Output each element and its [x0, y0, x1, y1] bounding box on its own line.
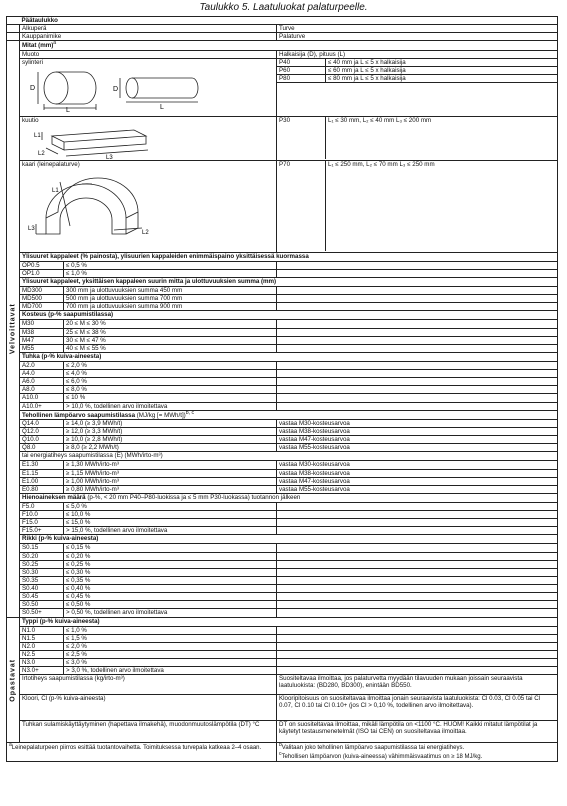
class-value: ≤ 3,0 % [64, 659, 277, 667]
table-row [7, 535, 558, 544]
table-row [7, 287, 558, 295]
class-code: S0.15 [20, 544, 64, 552]
class-code: N2.5 [20, 650, 64, 658]
class-code: P70 [277, 161, 326, 251]
class-value: ≤ 15,0 % [64, 519, 277, 527]
blank-cell [277, 642, 558, 650]
class-value: ≤ 1,0 % [64, 269, 277, 277]
main-table-title: Päätaulukko [20, 17, 558, 25]
l2-label: L2 [38, 150, 45, 157]
table-row [7, 568, 558, 576]
class-value: 25 ≤ M ≤ 38 % [64, 328, 277, 336]
class-code: OP1.0 [20, 269, 64, 277]
bulk-density-text: Suositeltavaa ilmoittaa, jos palaturvetta myydään tilavuuden mukaan joissain seuraavista laatuluokista: (BD280, BD300), enintään BD550. [277, 675, 558, 695]
calorific-unit: (MJ/kg [= MWh/t]) [135, 411, 186, 419]
l3-label: L3 [106, 154, 113, 161]
sulfur-title-text: Rikki (p-% kuiva-aineesta) [22, 535, 99, 543]
class-code: N2.0 [20, 642, 64, 650]
class-code: P60 [277, 66, 326, 74]
class-desc: L₁ ≤ 30 mm, L₂ ≤ 40 mm L₃ ≤ 200 mm [328, 116, 432, 124]
class-code: P40 [277, 59, 326, 67]
class-value: ≤ 0,40 % [64, 585, 277, 593]
class-value: ≥ 0,80 MWh/irto-m³ [64, 485, 277, 493]
ash-title-text: Tuhka (p-% kuiva-aineesta) [22, 352, 102, 360]
class-value: ≥ 10,0 (≥ 2,8 MWh/t) [64, 436, 277, 444]
footnote-ref-bc: b, c [185, 409, 195, 416]
class-value: 500 mm ja ulottuvuuksien summa 700 mm [64, 295, 277, 303]
class-note: vastaa M55-kosteusarvoa [277, 444, 558, 452]
class-value: ≤ 0,20 % [64, 552, 277, 560]
table-row [7, 695, 558, 721]
table-row [7, 378, 558, 386]
class-code: S0.35 [20, 576, 64, 584]
table-row [7, 527, 558, 535]
class-value: 700 mm ja ulottuvuuksien summa 900 mm [64, 303, 277, 311]
table-row [277, 59, 557, 67]
table-row [7, 295, 558, 303]
class-value: ≤ 1,5 % [64, 634, 277, 642]
class-note: vastaa M38-kosteusarvoa [277, 428, 558, 436]
origin-label: Alkuperä [20, 25, 277, 33]
table-row [7, 485, 558, 493]
blank-cell [277, 576, 558, 584]
class-code: A4.0 [20, 370, 64, 378]
energy-title [20, 452, 558, 461]
class-code: Q12.0 [20, 428, 64, 436]
blank-cell [277, 328, 558, 336]
l-label: L [66, 106, 70, 114]
table-row [7, 320, 558, 328]
class-value: ≥ 1,15 MWh/irto-m³ [64, 469, 277, 477]
class-code: Q10.0 [20, 436, 64, 444]
blank-cell [7, 17, 20, 25]
class-value: > 10,0 %, todellinen arvo ilmoitettava [64, 402, 277, 410]
table-row [7, 116, 558, 160]
class-code: M47 [20, 336, 64, 344]
class-code: MD700 [20, 303, 64, 311]
table-row [7, 303, 558, 311]
class-code: M38 [20, 328, 64, 336]
class-code: N1.5 [20, 634, 64, 642]
class-code: A2.0 [20, 361, 64, 369]
class-code: F15.0+ [20, 527, 64, 535]
class-code: E0.80 [20, 485, 64, 493]
table-row [7, 721, 558, 743]
table-row [7, 519, 558, 527]
blank-cell [277, 511, 558, 519]
table-row [7, 469, 558, 477]
class-code: E1.30 [20, 461, 64, 469]
class-code: F15.0 [20, 519, 64, 527]
class-desc: ≤ 60 mm ja L ≤ 5 x halkaisija [326, 66, 558, 74]
class-value: ≤ 6,0 % [64, 378, 277, 386]
arch-class [277, 160, 558, 252]
class-value: 20 ≤ M ≤ 30 % [64, 320, 277, 328]
class-code: A6.0 [20, 378, 64, 386]
cylinder-label: sylinteri [22, 58, 43, 66]
blank-cell [277, 261, 558, 269]
cube-label: kuutio [22, 116, 39, 124]
blank-cell [277, 544, 558, 552]
class-code: F5.0 [20, 502, 64, 510]
class-value: ≤ 2,5 % [64, 650, 277, 658]
class-desc: ≤ 80 mm ja L ≤ 5 x halkaisija [326, 74, 558, 82]
mandatory-side-label: Velvoittavat [7, 41, 20, 617]
table-row [7, 41, 558, 50]
origin-value: Turve [277, 25, 558, 33]
cube-class [277, 116, 558, 160]
class-code: S0.20 [20, 552, 64, 560]
table-row [7, 601, 558, 609]
class-value: ≤ 10,0 % [64, 511, 277, 519]
l-label-2: L [160, 103, 164, 111]
blank-cell [277, 519, 558, 527]
table-row [7, 511, 558, 519]
table-row [7, 544, 558, 552]
blank-cell [277, 502, 558, 510]
class-value: ≥ 1,00 MWh/irto-m³ [64, 477, 277, 485]
class-note: vastaa M30-kosteusarvoa [277, 419, 558, 427]
footnote-mark-b: b [279, 742, 282, 749]
ash-title [20, 352, 558, 361]
class-code: E1.15 [20, 469, 64, 477]
class-value: ≤ 0,45 % [64, 593, 277, 601]
table-row [7, 419, 558, 427]
table-row [7, 609, 558, 617]
class-value: ≤ 10 % [64, 394, 277, 402]
moisture-title [20, 311, 558, 320]
blank-cell [277, 295, 558, 303]
table-row [7, 160, 558, 252]
blank-cell [277, 568, 558, 576]
class-value: ≤ 0,5 % [64, 261, 277, 269]
blank-cell [277, 659, 558, 667]
class-code: N3.0+ [20, 667, 64, 675]
blank-cell [277, 361, 558, 369]
class-code: N1.0 [20, 626, 64, 634]
class-value: > 0,50 %, todellinen arvo ilmoitettava [64, 609, 277, 617]
table-row [7, 394, 558, 402]
class-code: A10.0 [20, 394, 64, 402]
table-row [7, 650, 558, 658]
table-row [7, 311, 558, 320]
md-title-text: Ylisuuret kappaleet, yksittäisen kappaleen suurin mitta ja ulottuvuuksien summa (mm) [22, 278, 277, 286]
table-row [7, 278, 558, 287]
table-row [7, 617, 558, 626]
ash-melting-text: DT on suositeltavaa ilmoittaa, mikäli lämpötila on <1100 °C. HUOM! Kaikki mitatut lämpötilat ja käytetyt testausmenetelmät (ISO tai CEN) on suositeltavaa ilmoittaa. [277, 721, 558, 743]
moisture-title-text: Kosteus (p-% saapumistilassa) [22, 311, 114, 319]
table-row [7, 252, 558, 261]
chlorine-label: Kloori, Cl (p-% kuiva-aineesta) [20, 695, 277, 721]
blank-cell [277, 336, 558, 344]
footnote-ref-a: a [53, 40, 57, 47]
blank-cell [277, 370, 558, 378]
table-row [277, 117, 557, 159]
table-row [7, 493, 558, 502]
table-row [7, 17, 558, 25]
table-row [7, 585, 558, 593]
blank-cell [277, 609, 558, 617]
footnote-text-b: Valitaan joko tehollinen lämpöarvo saapumistilassa tai energiatiheys. [281, 745, 465, 752]
oversize-title-text: Ylisuuret kappaleet (% painosta), ylisuurien kappaleiden enimmäispaino yksittäisessä kuormassa [22, 252, 309, 260]
cube-figure [22, 124, 222, 160]
table-row [7, 328, 558, 336]
d-label: D [30, 84, 36, 92]
class-note: vastaa M47-kosteusarvoa [277, 477, 558, 485]
table-row [7, 634, 558, 642]
blank-cell [277, 626, 558, 634]
table-row [7, 352, 558, 361]
blank-cell [277, 585, 558, 593]
class-value: > 15,0 %, todellinen arvo ilmoitettava [64, 527, 277, 535]
l1-label: L1 [34, 132, 41, 139]
table-row [7, 502, 558, 510]
class-code: M30 [20, 320, 64, 328]
table-row [7, 370, 558, 378]
table-row [7, 576, 558, 584]
class-value: > 3,0 %, todellinen arvo ilmoitettava [64, 667, 277, 675]
blank-cell [277, 634, 558, 642]
blank-cell [277, 402, 558, 410]
table-row [277, 161, 557, 251]
blank-cell [277, 601, 558, 609]
arch-label: kaari (leinepalaturve) [22, 160, 80, 168]
class-value: ≤ 2,0 % [64, 642, 277, 650]
arch-figure [22, 168, 222, 244]
blank-cell [277, 560, 558, 568]
footnote-mark-a: a [9, 742, 12, 749]
blank-cell [277, 593, 558, 601]
dimensions-title-text: Mitat (mm) [22, 42, 54, 50]
trade-name-value: Palaturve [277, 33, 558, 41]
class-value: ≤ 5,0 % [64, 502, 277, 510]
l3-label: L3 [28, 225, 35, 232]
quality-table [6, 16, 558, 762]
class-value: ≤ 8,0 % [64, 386, 277, 394]
class-desc: L₁ ≤ 250 mm, L₂ ≤ 70 mm L₃ ≤ 250 mm [328, 160, 435, 168]
sulfur-title [20, 535, 558, 544]
arch-cell [20, 160, 277, 252]
blank-cell [277, 394, 558, 402]
class-value: ≥ 8,0 (≥ 2,2 MWh/t) [64, 444, 277, 452]
value-column-header: Halkaisija (D), pituus (L) [277, 50, 558, 58]
md-title [20, 278, 558, 287]
calorific-title [20, 410, 558, 419]
shape-column-header: Muoto [20, 50, 277, 58]
cylinder-cell [20, 58, 277, 116]
table-row [7, 552, 558, 560]
class-desc: ≤ 40 mm ja L ≤ 5 x halkaisija [326, 59, 558, 67]
class-value: ≥ 1,30 MWh/irto-m³ [64, 461, 277, 469]
class-code: S0.45 [20, 593, 64, 601]
table-row [7, 261, 558, 269]
blank-cell [277, 287, 558, 295]
table-row [7, 642, 558, 650]
fines-title [20, 493, 558, 502]
l1-label: L1 [52, 187, 59, 194]
cube-class-list [277, 117, 557, 159]
footnote-bc [277, 743, 558, 762]
table-row [7, 344, 558, 352]
table-row [7, 410, 558, 419]
class-code: P30 [277, 117, 326, 159]
blank-cell [277, 386, 558, 394]
blank-cell [277, 527, 558, 535]
blank-cell [7, 33, 20, 41]
class-code: N3.0 [20, 659, 64, 667]
chlorine-text: Klooripitoisuus on suositeltavaa ilmoittaa jonain seuraavista laatuluokista: Cl 0.03, Cl 0.05 tai Cl 0.07, Cl 0.10 tai Cl 0.10+ (jos Cl > 0,10 %, todellinen arvo ilmoitettava). [277, 695, 558, 721]
cylinder-class-list [277, 59, 557, 83]
blank-cell [277, 552, 558, 560]
class-code: S0.50 [20, 601, 64, 609]
blank-cell [277, 303, 558, 311]
dimensions-title [20, 41, 558, 50]
table-caption: Taulukko 5. Laatuluokat palaturpeelle. [199, 2, 368, 13]
blank-cell [7, 25, 20, 33]
class-code: A8.0 [20, 386, 64, 394]
table-row [7, 659, 558, 667]
table-row [7, 25, 558, 33]
table-row [7, 477, 558, 485]
energy-title-text: tai energiatiheys saapumistilassa (E) (MWh/irto-m³) [22, 452, 163, 460]
cylinder-classes [277, 58, 558, 116]
table-row [7, 675, 558, 695]
informative-side-label: Opastavat [7, 617, 20, 743]
class-value: ≤ 0,15 % [64, 544, 277, 552]
fines-title-text: Hienoaineksen määrä [22, 493, 86, 501]
class-code: S0.30 [20, 568, 64, 576]
nitrogen-title [20, 617, 558, 626]
table-row [7, 336, 558, 344]
footnote-text-c: Tehollisen lämpöarvon (kuiva-aineessa) vähimmäisvaatimus on ≥ 18 MJ/kg. [281, 754, 483, 761]
nitrogen-title-text: Typpi (p-% kuiva-aineesta) [22, 617, 100, 625]
class-code: E1.00 [20, 477, 64, 485]
class-note: vastaa M30-kosteusarvoa [277, 461, 558, 469]
table-row [7, 428, 558, 436]
class-code: Q8.0 [20, 444, 64, 452]
class-value: ≤ 1,0 % [64, 626, 277, 634]
class-note: vastaa M47-kosteusarvoa [277, 436, 558, 444]
footnote-row [7, 743, 558, 762]
blank-cell [277, 650, 558, 658]
table-row [7, 461, 558, 469]
class-code: S0.25 [20, 560, 64, 568]
trade-name-label: Kauppanimike [20, 33, 277, 41]
class-value: ≤ 0,30 % [64, 568, 277, 576]
class-value: ≤ 2,0 % [64, 361, 277, 369]
class-value: 40 ≤ M ≤ 55 % [64, 344, 277, 352]
table-row [7, 361, 558, 369]
arch-class-list [277, 161, 557, 251]
class-value: ≥ 12,0 (≥ 3,3 MWh/t) [64, 428, 277, 436]
class-code: MD500 [20, 295, 64, 303]
bulk-density-label: Irtotiheys saapumistilassa (kg/irto-m³) [20, 675, 277, 695]
blank-cell [277, 378, 558, 386]
class-note: vastaa M38-kosteusarvoa [277, 469, 558, 477]
table-row [7, 58, 558, 116]
ash-melting-label: Tuhkan sulamiskäyttäytyminen (hapettava ilmakehä), muodonmuutoslämpötila (DT) °C [20, 721, 277, 743]
calorific-title-text: Tehollinen lämpöarvo saapumistilassa [22, 411, 136, 419]
table-row [7, 33, 558, 41]
oversize-title [20, 252, 558, 261]
table-row [7, 386, 558, 394]
d-label-2: D [113, 85, 119, 93]
class-code: M55 [20, 344, 64, 352]
table-row [7, 402, 558, 410]
cube-cell [20, 116, 277, 160]
table-row [7, 269, 558, 277]
blank-cell [277, 344, 558, 352]
class-value: ≤ 4,0 % [64, 370, 277, 378]
class-code: Q14.0 [20, 419, 64, 427]
class-value: ≥ 14,0 (≥ 3,9 MWh/t) [64, 419, 277, 427]
table-row [7, 444, 558, 452]
table-row [7, 626, 558, 634]
fines-title-rest: (p-%, < 20 mm P40–P80-luokissa ja ≤ 5 mm P30-luokassa) tuotannon jälkeen [85, 493, 301, 501]
table-row [7, 452, 558, 461]
table-row [7, 436, 558, 444]
blank-cell [277, 667, 558, 675]
cylinder-figure [22, 66, 222, 114]
class-note: vastaa M55-kosteusarvoa [277, 485, 558, 493]
class-value: ≤ 0,50 % [64, 601, 277, 609]
class-code: P80 [277, 74, 326, 82]
class-value: ≤ 0,25 % [64, 560, 277, 568]
blank-cell [277, 269, 558, 277]
class-value: 300 mm ja ulottuvuuksien summa 450 mm [64, 287, 277, 295]
class-code: OP0.5 [20, 261, 64, 269]
table-row [7, 667, 558, 675]
footnote-text-a: Leinepalaturpeen piirros esittää tuotantovaihetta. Toimituksessa turvepala katkeaa 2–4 osaan. [11, 745, 262, 752]
class-value: 30 ≤ M ≤ 47 % [64, 336, 277, 344]
class-code: MD300 [20, 287, 64, 295]
blank-cell [277, 320, 558, 328]
class-code: S0.50+ [20, 609, 64, 617]
footnote-a [7, 743, 277, 762]
table-row [277, 66, 557, 74]
table-row [7, 560, 558, 568]
class-code: A10.0+ [20, 402, 64, 410]
table-row [277, 74, 557, 82]
l2-label: L2 [142, 229, 149, 236]
footnote-mark-c: c [279, 751, 282, 758]
class-code: S0.40 [20, 585, 64, 593]
table-row [7, 593, 558, 601]
class-code: F10.0 [20, 511, 64, 519]
table-row [7, 50, 558, 58]
class-value: ≤ 0,35 % [64, 576, 277, 584]
